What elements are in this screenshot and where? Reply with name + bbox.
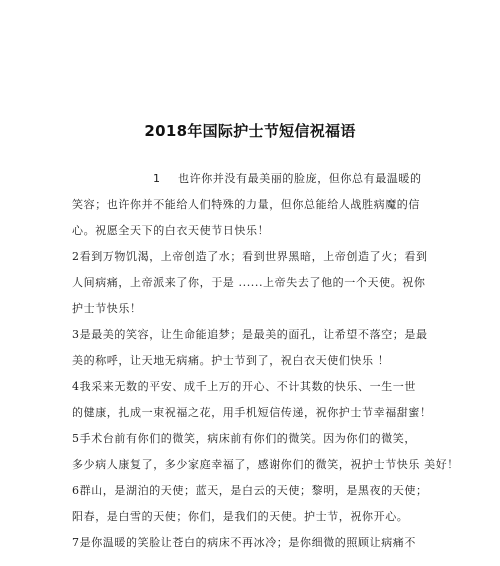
paragraph-number: 1 [153, 172, 160, 185]
text-line: 也许你并没有最美丽的脸庞，但你总有最温暖的 [178, 172, 422, 185]
text-line: 6群山，是湖泊的天使；蓝天，是白云的天使；黎明，是黑夜的天使； [72, 484, 428, 497]
text-line: 3是最美的笑容，让生命能追梦；是最美的面孔，让希望不落空；是最 [72, 328, 428, 341]
text-line: 人间病痛，上帝派来了你，于是 ......上帝失去了他的一个天使。祝你 [72, 276, 426, 289]
text-line: 美的称呼，让天地无病痛。护士节到了，祝白衣天使们快乐 ！ [72, 354, 390, 367]
document-title: 2018年国际护士节短信祝福语 [144, 122, 356, 140]
text-line: 多少病人康复了，多少家庭幸福了，感谢你们的微笑，祝护士节快乐 美好！ [72, 458, 459, 471]
text-line: 阳春，是白雪的天使；你们，是我们的天使。护士节，祝你开心。 [72, 510, 409, 523]
text-line: 4我采来无数的平安、成千上万的开心、不计其数的快乐、一生一世 [72, 380, 416, 393]
text-line: 的健康，扎成一束祝福之花，用手机短信传递，祝你护士节幸福甜蜜！ [72, 406, 432, 419]
text-line: 心。祝愿全天下的白衣天使节日快乐！ [72, 224, 270, 237]
text-line: 笑容；也许你并不能给人们特殊的力量，但你总能给人战胜病魔的信 [72, 198, 420, 211]
text-line: 5手术台前有你们的微笑，病床前有你们的微笑。因为你们的微笑， [72, 432, 416, 445]
text-line: 7是你温暖的笑脸让苍白的病床不再冰冷；是你细微的照顾让病痛不 [72, 536, 416, 549]
text-line: 护士节快乐！ [72, 302, 142, 315]
text-line: 2看到万物饥渴，上帝创造了水；看到世界黑暗，上帝创造了火；看到 [72, 250, 428, 263]
